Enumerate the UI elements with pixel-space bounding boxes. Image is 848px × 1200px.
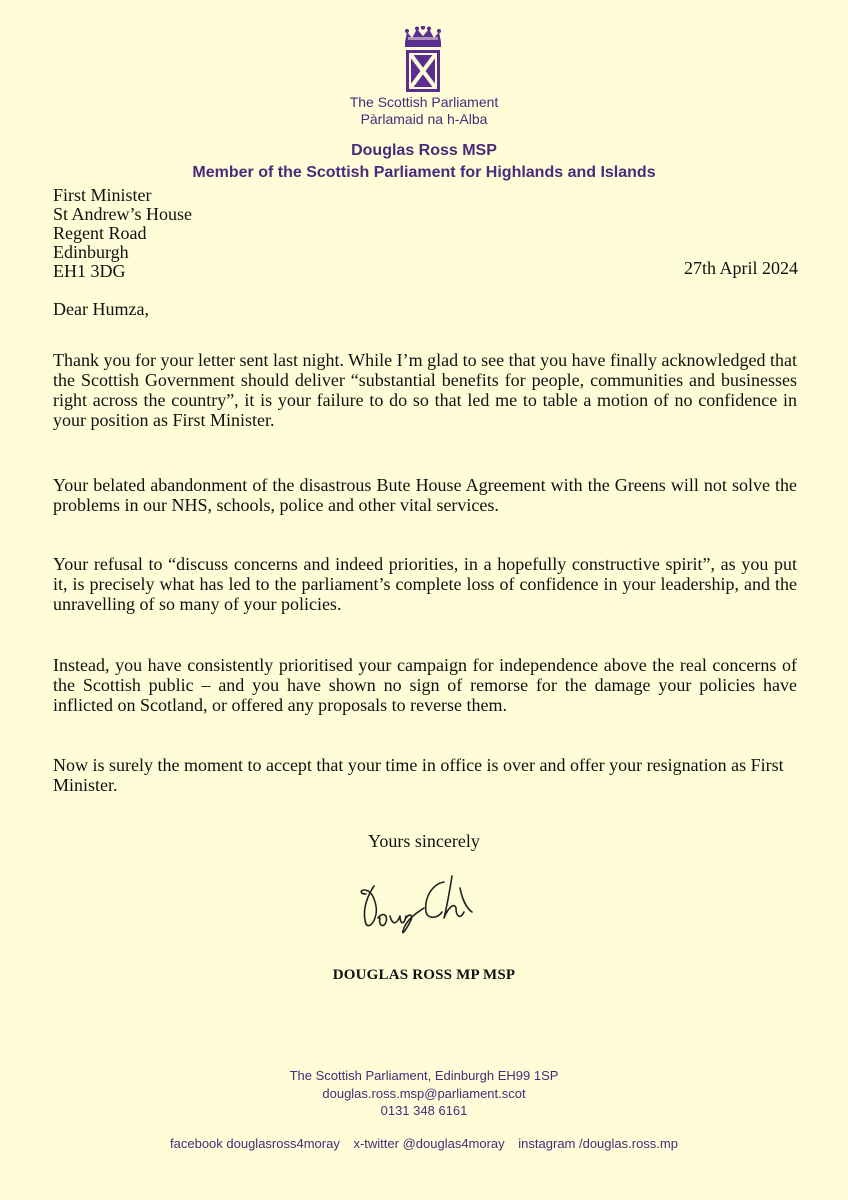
msp-name: Douglas Ross MSP: [351, 142, 497, 159]
footer-email: douglas.ross.msp@parliament.scot: [322, 1086, 526, 1101]
body-paragraph: Instead, you have consistently prioritised your campaign for independence above the real concerns of the Scottish public – and you have shown no sign of remorse for the damage your policies have inflicted on Scotland, or offered any proposals to reverse them.: [53, 655, 797, 715]
msp-role: Member of the Scottish Parliament for Highlands and Islands: [192, 164, 656, 181]
footer-phone: 0131 348 6161: [380, 1103, 468, 1118]
parliament-name-gaelic: Pàrlamaid na h-Alba: [360, 111, 488, 127]
signer-name: DOUGLAS ROSS MP MSP: [332, 967, 516, 983]
footer-social-links: [0, 1136, 848, 1151]
facebook-handle: facebook douglasross4moray: [170, 1136, 340, 1151]
address-line: Edinburgh: [53, 242, 129, 262]
scottish-parliament-crest-icon: [398, 26, 448, 94]
address-line: First Minister: [53, 185, 152, 205]
salutation: Dear Humza,: [53, 299, 149, 319]
instagram-handle: instagram /douglas.ross.mp: [518, 1136, 678, 1151]
body-paragraph: Your refusal to “discuss concerns and indeed priorities, in a hopefully constructive spirit”, as you put it, is precisely what has led to the parliament’s complete loss of confidence in your leadership, and the unravelling of so many of your policies.: [53, 554, 797, 614]
recipient-address: [53, 186, 192, 281]
address-line: St Andrew’s House: [53, 204, 192, 224]
address-line: Regent Road: [53, 223, 147, 243]
handwritten-signature: [352, 868, 492, 940]
closing: Yours sincerely: [368, 831, 480, 851]
footer-address: The Scottish Parliament, Edinburgh EH99 1SP: [289, 1068, 559, 1083]
body-paragraph: Your belated abandonment of the disastrous Bute House Agreement with the Greens will not solve the problems in our NHS, schools, police and other vital services.: [53, 475, 797, 515]
parliament-name-english: The Scottish Parliament: [349, 94, 499, 110]
letter-date: 27th April 2024: [683, 258, 798, 278]
body-paragraph: Now is surely the moment to accept that your time in office is over and offer your resignation as First Minister.: [53, 755, 784, 795]
twitter-handle: x-twitter @douglas4moray: [353, 1136, 505, 1151]
body-paragraph: Thank you for your letter sent last night. While I’m glad to see that you have finally acknowledged that the Scottish Government should deliver “substantial benefits for people, communities and businesses right across the country”, it is your failure to do so that led me to table a motion of no confidence in your position as First Minister.: [53, 350, 797, 430]
address-line: EH1 3DG: [53, 261, 126, 281]
